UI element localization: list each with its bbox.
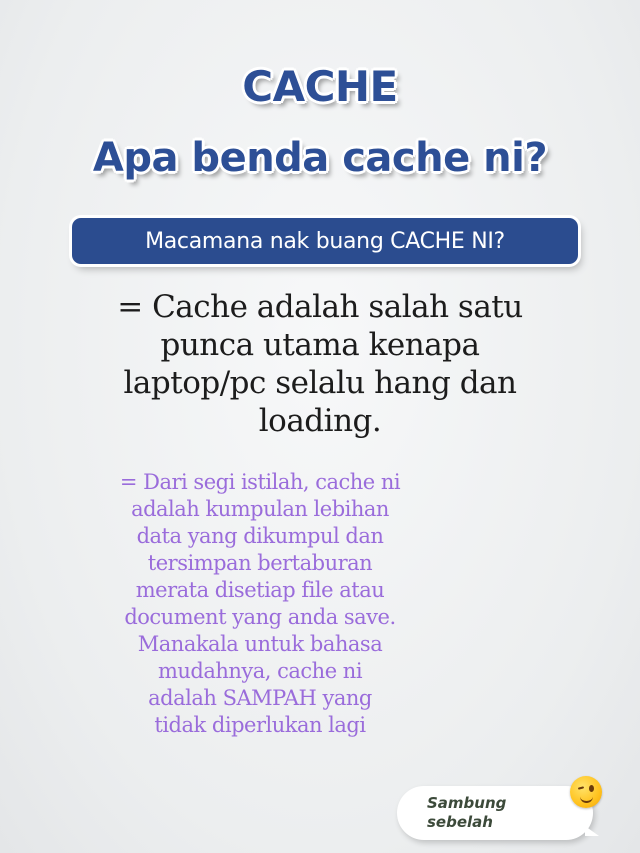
emoji-mouth xyxy=(580,795,593,803)
definition-line: mudahnya, cache ni xyxy=(157,659,363,683)
definition-line: data yang dikumpul dan xyxy=(136,524,384,548)
definition-line: adalah kumpulan lebihan xyxy=(131,497,389,521)
definition-line: tersimpan bertaburan xyxy=(147,551,373,575)
main-explanation xyxy=(40,288,600,440)
title-question: Apa benda cache ni? xyxy=(92,135,548,181)
definition-line: merata disetiap file atau xyxy=(135,578,385,602)
subtitle-banner xyxy=(72,218,578,264)
main-line: laptop/pc selalu hang dan xyxy=(123,365,517,401)
definition-line: tidak diperlukan lagi xyxy=(154,713,366,737)
definition-text xyxy=(60,469,460,739)
emoji-eye-left xyxy=(578,786,584,789)
definition-line: Manakala untuk bahasa xyxy=(137,632,383,656)
sticker-line: sebelah xyxy=(427,813,493,831)
definition-line: adalah SAMPAH yang xyxy=(148,686,372,710)
subtitle-banner-text: Macamana nak buang CACHE NI? xyxy=(145,228,505,254)
main-line: punca utama kenapa xyxy=(160,327,480,363)
continue-sticker xyxy=(397,786,593,840)
main-line: = Cache adalah salah satu xyxy=(117,289,523,325)
main-line: loading. xyxy=(258,403,382,439)
definition-line: = Dari segi istilah, cache ni xyxy=(119,470,401,494)
definition-line: document yang anda save. xyxy=(124,605,396,629)
sticker-line: Sambung xyxy=(427,794,507,812)
title-cache: CACHE xyxy=(242,62,398,111)
continue-sticker-text xyxy=(427,794,506,832)
emoji-eye-right xyxy=(589,785,594,792)
winking-face-icon xyxy=(570,776,602,808)
